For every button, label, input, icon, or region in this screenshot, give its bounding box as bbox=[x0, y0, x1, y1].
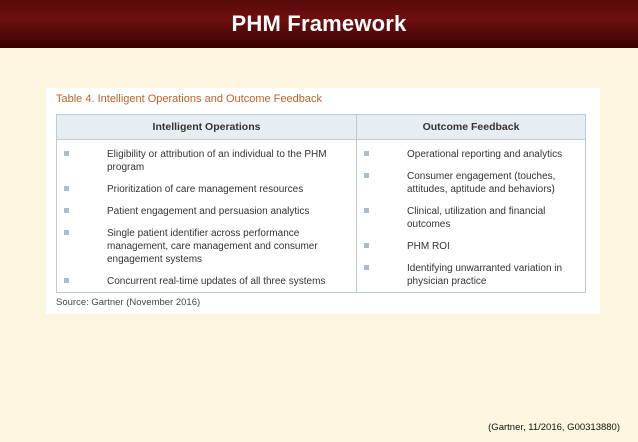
bullet-icon bbox=[64, 208, 69, 213]
item-list bbox=[57, 140, 356, 288]
list-item-text: Consumer engagement (touches, attitudes, aptitude and behaviors) bbox=[407, 171, 556, 195]
title-bar bbox=[0, 0, 638, 48]
table-source: Source: Gartner (November 2016) bbox=[56, 297, 201, 308]
table-caption: Table 4. Intelligent Operations and Outcome Feedback bbox=[56, 93, 322, 105]
list-item-text: Clinical, utilization and financial outcomes bbox=[407, 206, 546, 230]
framework-table bbox=[56, 114, 586, 293]
list-item-text: Concurrent real-time updates of all three systems bbox=[107, 276, 326, 287]
list-item-text: PHM ROI bbox=[407, 241, 450, 252]
list-item bbox=[57, 205, 356, 218]
bullet-icon bbox=[64, 230, 69, 235]
column-outcome-feedback bbox=[357, 115, 585, 292]
item-list bbox=[357, 140, 585, 288]
citation: (Gartner, 11/2016, G00313880) bbox=[488, 422, 620, 433]
bullet-icon bbox=[64, 186, 69, 191]
list-item-text: Identifying unwarranted variation in physician practice bbox=[407, 263, 563, 287]
bullet-icon bbox=[64, 151, 69, 156]
list-item bbox=[57, 227, 356, 266]
list-item bbox=[57, 183, 356, 196]
list-item bbox=[357, 170, 585, 196]
column-intelligent-operations bbox=[57, 115, 357, 292]
list-item-text: Patient engagement and persuasion analytics bbox=[107, 206, 310, 217]
list-item-text: Operational reporting and analytics bbox=[407, 149, 563, 160]
list-item bbox=[357, 148, 585, 161]
bullet-icon bbox=[364, 208, 369, 213]
slide-title: PHM Framework bbox=[231, 11, 407, 36]
list-item bbox=[57, 148, 356, 174]
table-figure bbox=[46, 88, 600, 314]
bullet-icon bbox=[364, 243, 369, 248]
list-item bbox=[357, 240, 585, 253]
list-item-text: Prioritization of care management resources bbox=[107, 184, 304, 195]
column-header: Intelligent Operations bbox=[57, 115, 356, 140]
bullet-icon bbox=[364, 265, 369, 270]
column-header: Outcome Feedback bbox=[357, 115, 585, 140]
list-item-text: Eligibility or attribution of an individual to the PHM program bbox=[107, 149, 327, 173]
bullet-icon bbox=[64, 278, 69, 283]
list-item bbox=[57, 275, 356, 288]
bullet-icon bbox=[364, 151, 369, 156]
list-item-text: Single patient identifier across performance management, care management and consumer engagement systems bbox=[107, 228, 318, 265]
bullet-icon bbox=[364, 173, 369, 178]
list-item bbox=[357, 262, 585, 288]
list-item bbox=[357, 205, 585, 231]
